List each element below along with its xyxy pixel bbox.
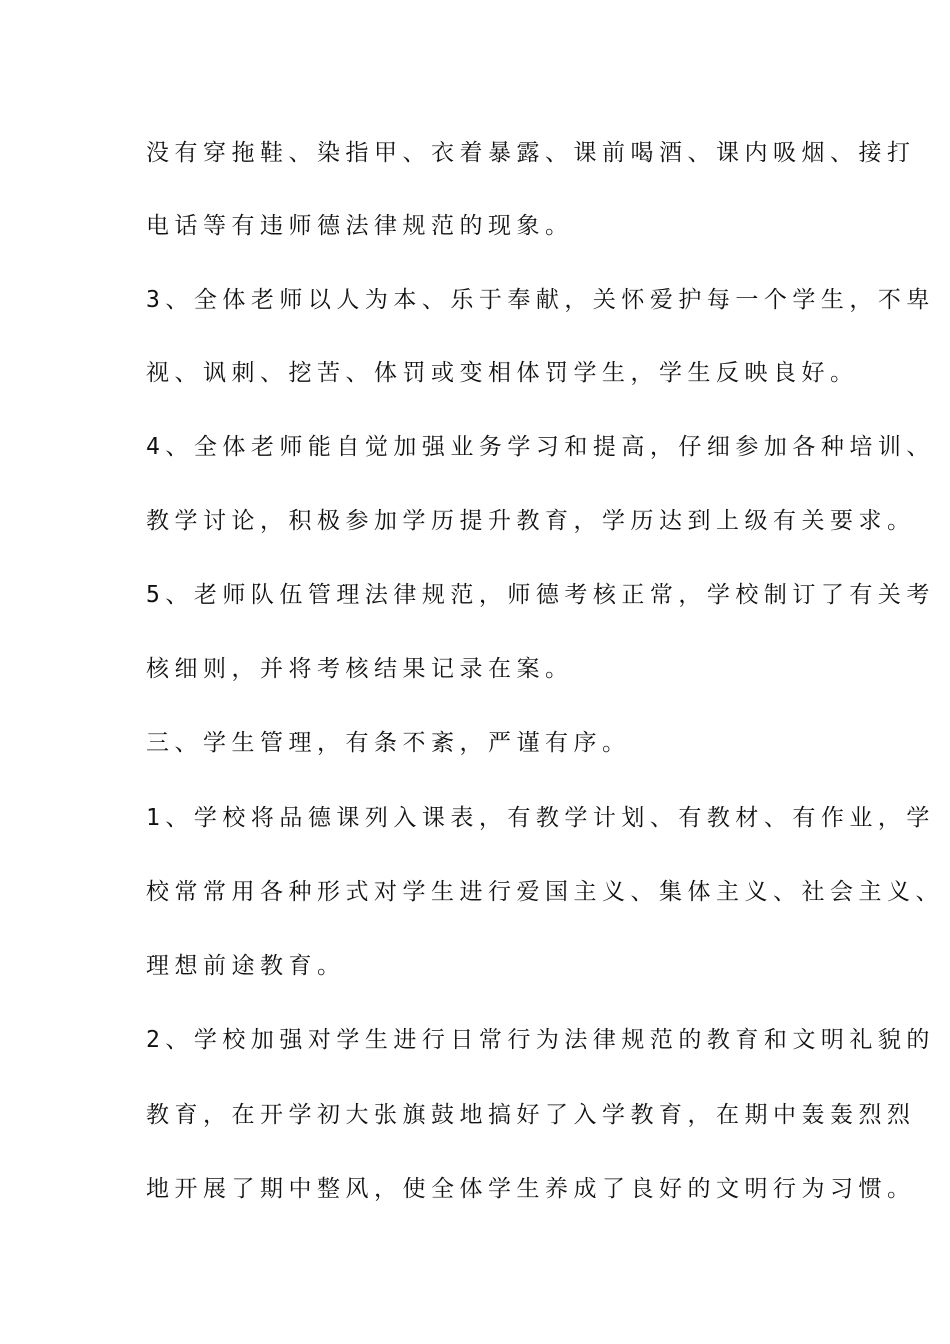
text-line: 电话等有违师德法律规范的现象。 — [146, 213, 574, 239]
text-line: 没有穿拖鞋、染指甲、衣着暴露、课前喝酒、课内吸烟、接打 — [146, 140, 916, 166]
text-line: 校常常用各种形式对学生进行爱国主义、集体主义、社会主义、 — [146, 879, 944, 905]
text-line: 视、讽刺、挖苦、体罚或变相体罚学生，学生反映良好。 — [146, 360, 859, 386]
text-line: 1、学校将品德课列入课表，有教学计划、有教材、有作业，学 — [146, 805, 935, 831]
text-line: 4、全体老师能自觉加强业务学习和提高，仔细参加各种培训、 — [146, 434, 935, 460]
text-line: 教育，在开学初大张旗鼓地搞好了入学教育，在期中轰轰烈烈 — [146, 1102, 916, 1128]
text-line: 教学讨论，积极参加学历提升教育，学历达到上级有关要求。 — [146, 508, 916, 534]
text-line: 5、老师队伍管理法律规范，师德考核正常，学校制订了有关考 — [146, 582, 935, 608]
text-line: 地开展了期中整风，使全体学生养成了良好的文明行为习惯。 — [146, 1176, 916, 1202]
text-line: 理想前途教育。 — [146, 953, 346, 979]
text-line: 核细则，并将考核结果记录在案。 — [146, 656, 574, 682]
section-heading: 三、学生管理，有条不紊，严谨有序。 — [146, 730, 631, 756]
text-line: 2、学校加强对学生进行日常行为法律规范的教育和文明礼貌的 — [146, 1027, 935, 1053]
text-line: 3、全体老师以人为本、乐于奉献，关怀爱护每一个学生，不卑 — [146, 287, 935, 313]
